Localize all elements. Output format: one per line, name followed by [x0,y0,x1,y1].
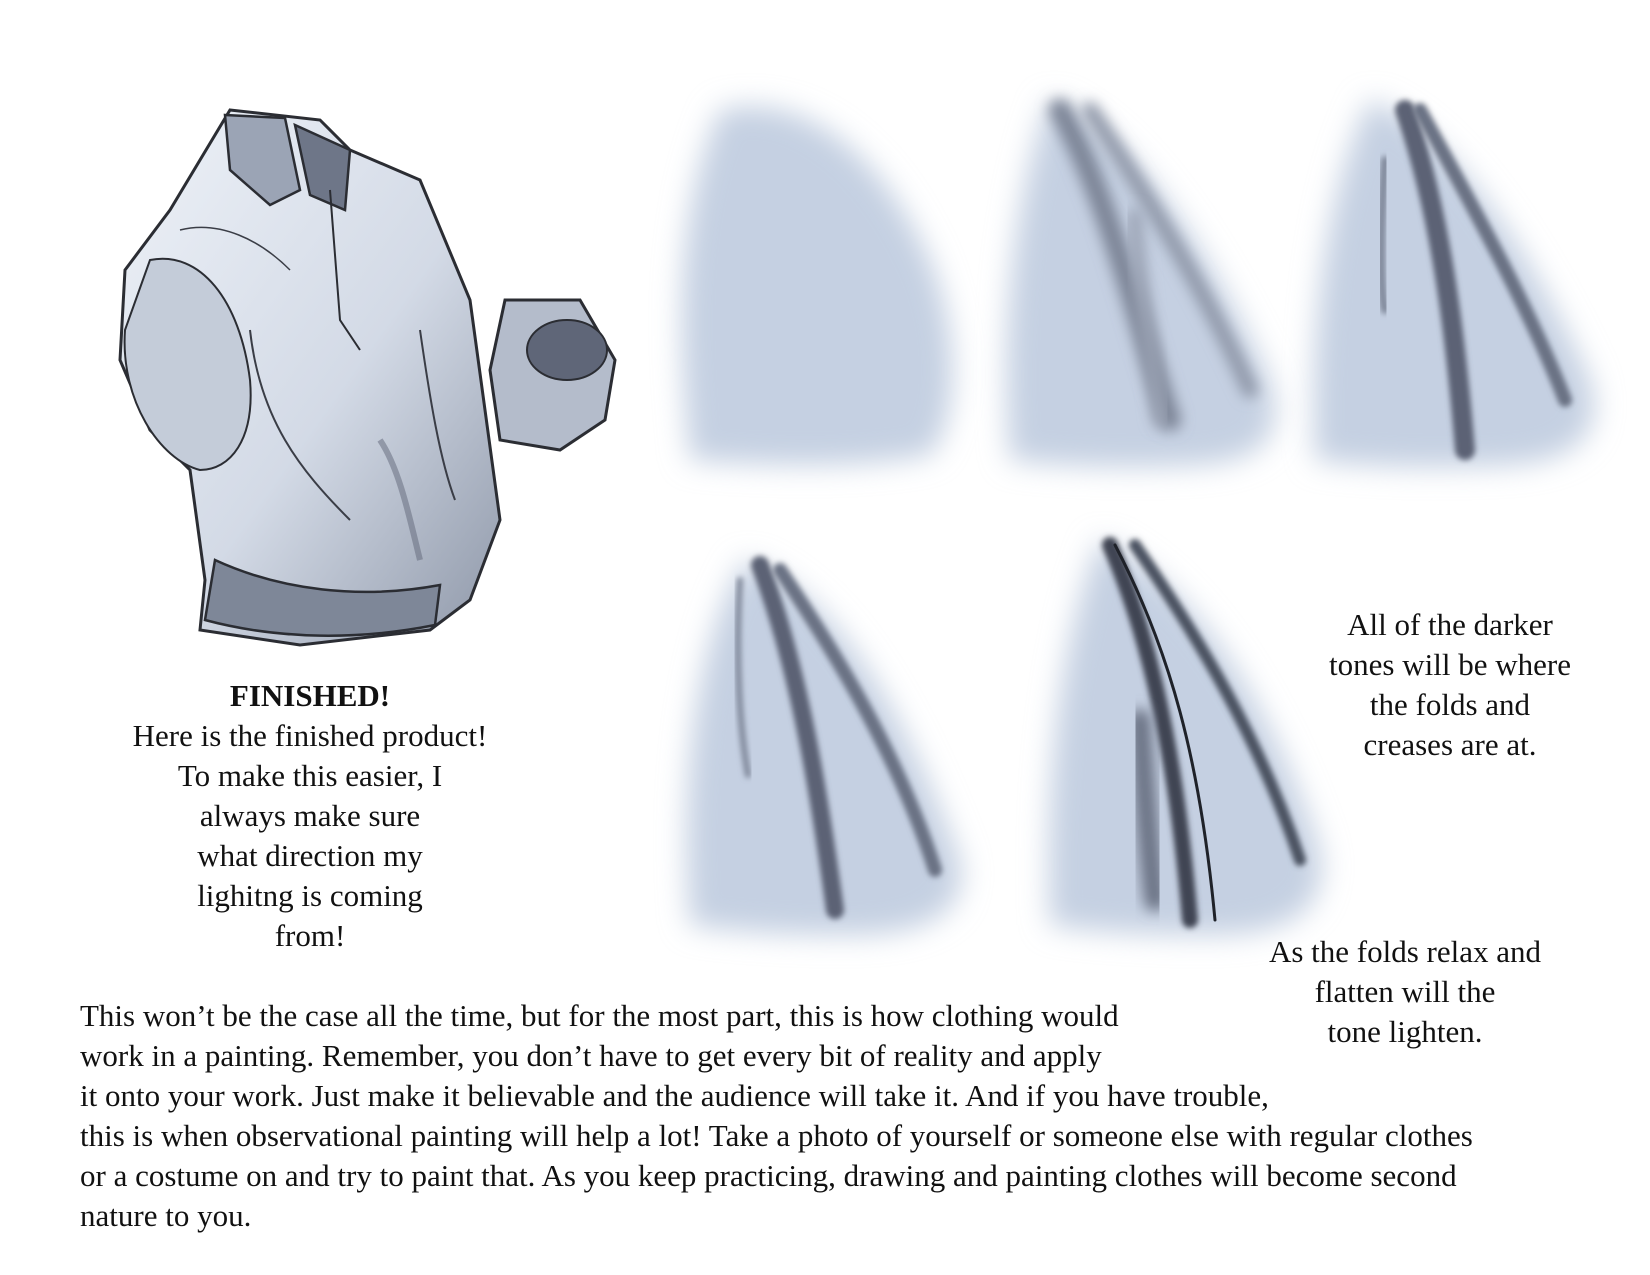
finished-line: from! [274,918,346,953]
paragraph-line: nature to you. [80,1198,252,1233]
relax-note-line: flatten will the [1314,974,1496,1009]
darker-note-line: creases are at. [1363,727,1537,762]
darker-tones-note [1300,605,1600,765]
darker-note-line: All of the darker [1347,607,1553,642]
finished-line: lighitng is coming [197,878,423,913]
finished-line: Here is the finished product! [132,718,488,753]
paragraph-line: This won’t be the case all the time, but for the most part, this is how clothing would [80,998,1119,1033]
fold-step-3 [1314,100,1594,467]
fold-step-1 [682,106,953,465]
finished-line: To make this easier, I [177,758,443,793]
fold-step-4 [687,560,962,935]
darker-note-line: the folds and [1369,687,1531,722]
summary-paragraph [80,996,1620,1236]
finished-line: what direction my [197,838,423,873]
darker-note-line: tones will be where [1329,647,1571,682]
paragraph-line: or a costume on and try to paint that. As you keep practicing, drawing and painting clothes will become second [80,1158,1457,1193]
fold-step-5 [1049,540,1322,935]
relax-note-line: As the folds relax and [1268,934,1542,969]
finished-title: FINISHED! [229,678,391,713]
finished-shirt-drawing [120,110,615,645]
paragraph-line: this is when observational painting will help a lot! Take a photo of yourself or someone else with regular clothes [80,1118,1473,1153]
relax-note-line: tone lighten. [1327,1014,1483,1049]
finished-line: always make sure [199,798,421,833]
finished-caption [95,676,525,956]
paragraph-line: it onto your work. Just make it believable and the audience will take it. And if you have trouble, [80,1078,1269,1113]
paragraph-line: work in a painting. Remember, you don’t have to get every bit of reality and apply [80,1038,1102,1073]
fold-step-2 [1006,100,1275,467]
